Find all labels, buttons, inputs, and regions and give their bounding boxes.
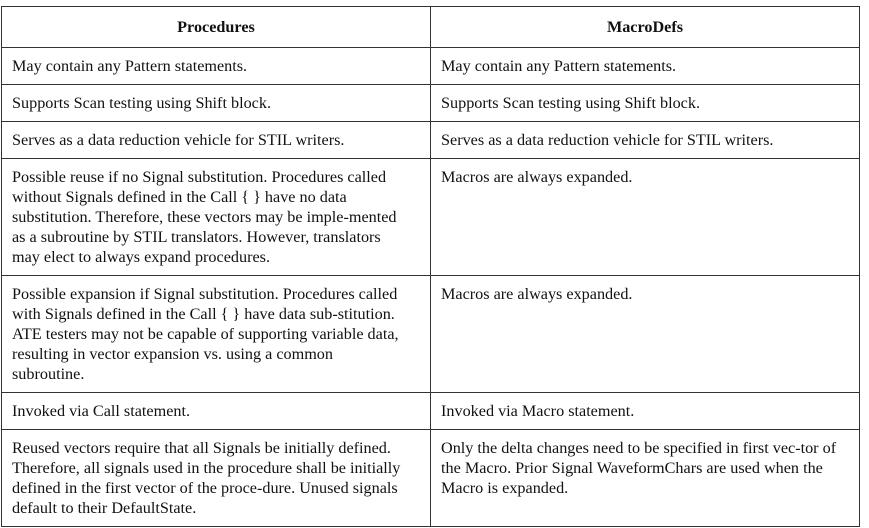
table-cell-macrodefs — [431, 48, 860, 85]
cell-text: Macros are always expanded. — [441, 285, 633, 303]
table-cell-macrodefs — [431, 85, 860, 122]
header-procedures: Procedures — [2, 7, 431, 48]
cell-text: Serves as a data reduction vehicle for STIL writers. — [441, 131, 774, 149]
cell-text: Invoked via Macro statement. — [441, 402, 635, 420]
cell-text: May contain any Pattern statements. — [12, 57, 248, 75]
table-cell-macrodefs — [431, 276, 860, 393]
cell-text: Possible expansion if Signal substitution. Procedures called with Signals defined in the Call { } have data sub-stitution. ATE testers may not be capable of supporting variable data, resulting in vector expansion vs. using a common subroutine. — [12, 285, 399, 383]
table-cell-procedures — [2, 48, 431, 85]
comparison-table-container — [1, 6, 859, 527]
table-row — [2, 393, 860, 430]
cell-text: Supports Scan testing using Shift block. — [441, 94, 700, 112]
table-row — [2, 85, 860, 122]
cell-text: Reused vectors require that all Signals be initially defined. Therefore, all signals used in the procedure shall be initially defined in the first vector of the proce-dure. Unused signals default to their DefaultState. — [12, 439, 401, 517]
cell-text: May contain any Pattern statements. — [441, 57, 677, 75]
table-row — [2, 430, 860, 527]
table-cell-procedures — [2, 393, 431, 430]
table-cell-macrodefs — [431, 122, 860, 159]
cell-text: Invoked via Call statement. — [12, 402, 191, 420]
header-macrodefs: MacroDefs — [431, 7, 860, 48]
table-row — [2, 122, 860, 159]
table-cell-macrodefs — [431, 159, 860, 276]
table-cell-procedures — [2, 276, 431, 393]
table-cell-macrodefs — [431, 393, 860, 430]
cell-text: Only the delta changes need to be specified in first vec-tor of the Macro. Prior Signal WaveformChars are used when the Macro is expanded. — [441, 439, 837, 497]
table-cell-procedures — [2, 430, 431, 527]
table-row — [2, 48, 860, 85]
table-row — [2, 276, 860, 393]
cell-text: Possible reuse if no Signal substitution. Procedures called without Signals defined in the Call { } have no data substitution. Therefore, these vectors may be imple-mented as a subroutine by STIL translators. However, translators may elect to always expand procedures. — [12, 168, 397, 266]
cell-text: Serves as a data reduction vehicle for STIL writers. — [12, 131, 345, 149]
procedures-vs-macrodefs-table — [1, 6, 860, 527]
cell-text: Macros are always expanded. — [441, 168, 633, 186]
table-cell-procedures — [2, 159, 431, 276]
table-cell-procedures — [2, 122, 431, 159]
cell-text: Supports Scan testing using Shift block. — [12, 94, 271, 112]
table-row — [2, 159, 860, 276]
table-cell-procedures — [2, 85, 431, 122]
table-header-row — [2, 7, 860, 48]
table-cell-macrodefs — [431, 430, 860, 527]
